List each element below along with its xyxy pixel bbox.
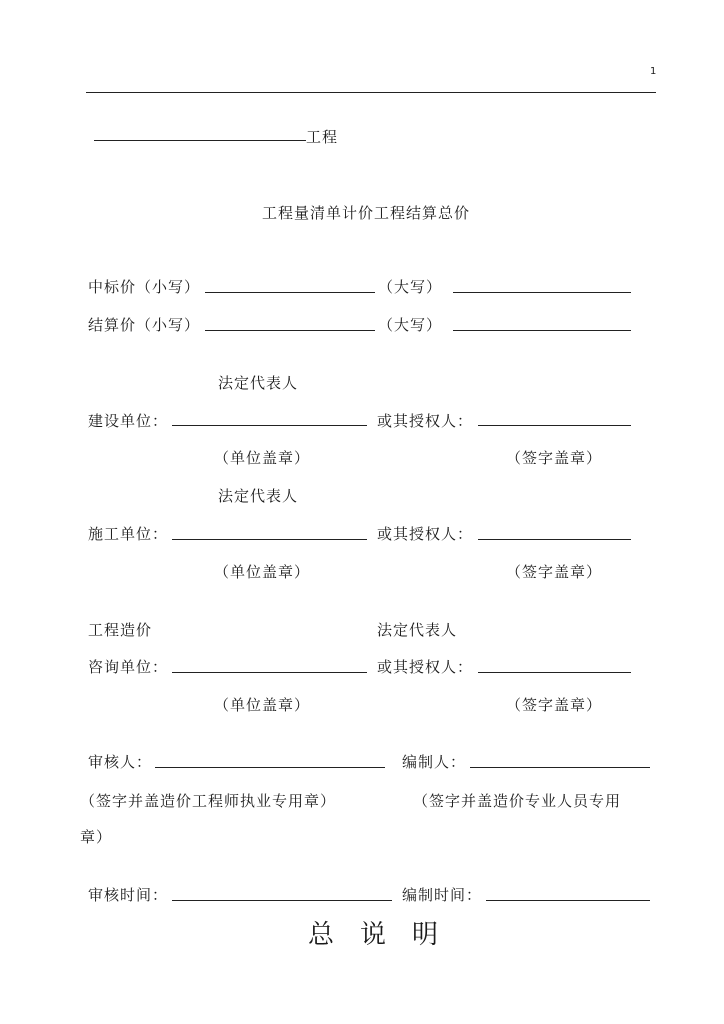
section-heading: 总说明 [308, 920, 465, 950]
compile-time-label: 编制时间： [402, 886, 483, 904]
builder-auth-blank [478, 539, 631, 540]
builder-seal-note: （单位盖章） [214, 563, 311, 581]
construction-sign-note: （签字盖章） [506, 449, 603, 467]
consult-legal-rep: 法定代表人 [377, 621, 458, 639]
construction-auth-blank [478, 425, 631, 426]
consult-auth-label: 或其授权人： [377, 658, 474, 676]
compiler-blank [470, 767, 650, 768]
reviewer-blank [155, 767, 385, 768]
project-suffix: 工程 [306, 128, 339, 146]
consult-auth-blank [478, 672, 631, 673]
review-time-label: 审核时间： [88, 886, 169, 904]
builder-org-blank [172, 539, 367, 540]
review-time-blank [172, 900, 392, 901]
doc-title: 工程量清单计价工程结算总价 [262, 204, 471, 222]
construction-org-blank [172, 425, 367, 426]
consult-label-line1: 工程造价 [88, 621, 153, 639]
reviewer-note: （签字并盖造价工程师执业专用章） [80, 792, 337, 810]
page-number: 1 [650, 66, 657, 77]
builder-auth-label: 或其授权人： [377, 525, 474, 543]
compiler-note-line1: （签字并盖造价专业人员专用 [413, 792, 622, 810]
bid-price-label: 中标价（小写） [88, 278, 201, 296]
bid-price-lower-blank [205, 292, 375, 293]
builder-legal-rep: 法定代表人 [218, 487, 299, 505]
compiler-note-line2: 章） [80, 828, 113, 846]
construction-org-label: 建设单位： [88, 412, 169, 430]
consult-sign-note: （签字盖章） [506, 696, 603, 714]
settle-price-label: 结算价（小写） [88, 316, 201, 334]
builder-org-label: 施工单位： [88, 525, 169, 543]
project-name-blank [94, 140, 306, 141]
construction-seal-note: （单位盖章） [214, 449, 311, 467]
settle-price-upper-blank [453, 330, 631, 331]
compiler-label: 编制人： [402, 753, 467, 771]
settle-price-lower-blank [205, 330, 375, 331]
compile-time-blank [486, 900, 650, 901]
consult-seal-note: （单位盖章） [214, 696, 311, 714]
consult-org-blank [172, 672, 367, 673]
bid-price-upper-label: （大写） [378, 278, 443, 296]
builder-sign-note: （签字盖章） [506, 563, 603, 581]
bid-price-upper-blank [453, 292, 631, 293]
header-rule [86, 92, 656, 93]
consult-org-label: 咨询单位： [88, 658, 169, 676]
construction-auth-label: 或其授权人： [377, 412, 474, 430]
reviewer-label: 审核人： [88, 753, 153, 771]
construction-legal-rep: 法定代表人 [218, 374, 299, 392]
settle-price-upper-label: （大写） [378, 316, 443, 334]
